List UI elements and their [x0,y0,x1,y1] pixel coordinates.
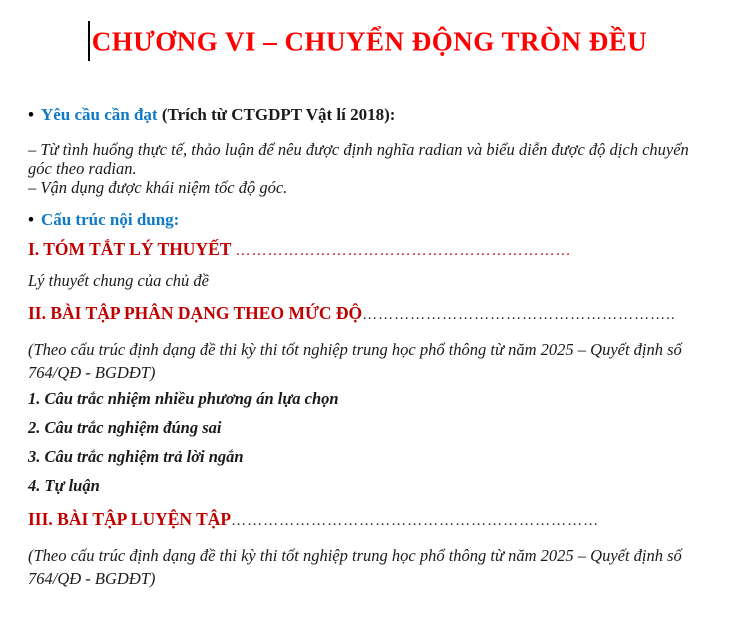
list-item: 1. Câu trắc nhiệm nhiều phương án lựa chọn [28,389,339,408]
requirements-heading [28,104,707,126]
text-cursor [88,21,90,61]
section2-description: (Theo cấu trúc định dạng đề thi kỳ thi tốt nghiệp trung học phổ thông từ năm 2025 – Quyết định số 764/QĐ - BGDĐT) [28,340,682,382]
requirements-body [28,140,707,197]
section1-heading [28,238,707,263]
question-type-list [28,389,707,496]
requirements-label: Yêu cầu cần đạt [40,105,158,124]
structure-label: Cấu trúc nội dung: [40,210,180,229]
list-item: 3. Câu trắc nghiệm trả lời ngắn [28,447,244,466]
list-item: 4. Tự luận [28,476,100,495]
dot-leader: ……………………………………………………… [235,243,572,259]
section1-title: I. TÓM TẮT LÝ THUYẾT [28,239,236,259]
section3-description: (Theo cấu trúc định dạng đề thi kỳ thi tốt nghiệp trung học phổ thông từ năm 2025 – Quyết định số 764/QĐ - BGDĐT) [28,546,682,588]
structure-heading [28,209,707,231]
chapter-title-row [28,20,707,62]
chapter-title: CHƯƠNG VI – CHUYỂN ĐỘNG TRÒN ĐỀU [91,26,648,57]
section1-description: Lý thuyết chung của chủ đề [28,271,209,290]
bullet-icon: • [28,210,34,229]
requirement-line: – Từ tình huống thực tế, thảo luận để nêu được định nghĩa radian và biểu diễn được độ dịch chuyển góc theo radian. [28,140,689,178]
list-item: 2. Câu trắc nghiệm đúng sai [28,418,222,437]
section2-heading [28,302,707,327]
section3-title: III. BÀI TẬP LUYỆN TẬP [28,509,232,529]
requirement-line: – Vận dụng được khái niệm tốc độ góc. [28,178,288,197]
requirements-source: (Trích từ CTGDPT Vật lí 2018): [157,105,396,124]
section3-heading [28,508,707,533]
dot-leader: …………………………………………………………… [231,513,600,529]
dot-leader: ………………………………………………….. [362,307,676,323]
bullet-icon: • [28,105,34,124]
section2-title: II. BÀI TẬP PHÂN DẠNG THEO MỨC ĐỘ [28,303,363,323]
